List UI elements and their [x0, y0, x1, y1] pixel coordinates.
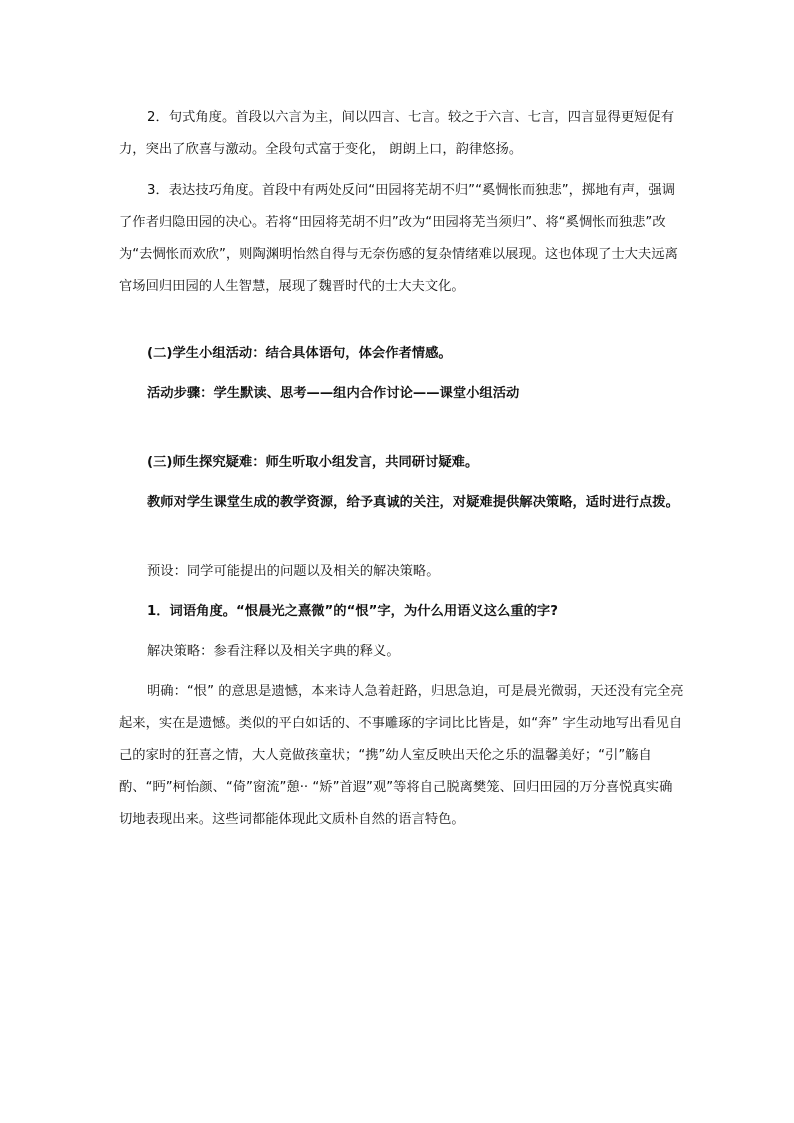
spacer [119, 588, 685, 596]
spacer [119, 410, 685, 447]
paragraph-preset: 预设：同学可能提出的问题以及相关的解决策略。 [147, 564, 440, 579]
paragraph-word-angle-question: 1．词语角度。“恨晨光之熹微”的“恨”字，为什么用语义这么重的字? [147, 604, 558, 619]
spacer [119, 166, 685, 175]
paragraph-activity-steps: 活动步骤：学生默读、思考——组内合作讨论——课堂小组活动 [147, 386, 520, 401]
spacer [119, 668, 685, 676]
paragraph-expression-technique: 3．表达技巧角度。首段中有两处反问“田园将芜胡不归”“奚惆怅而独悲”，掷地有声，强调了作者归隐田园的决心。若将“田园将芜胡不归”改为“田园将芜当须归”、将“奚惆怅而独悲”改为“去惆怅而欢欣”，则陶渊明怡然自得与无奈伤感的复杂情绪难以展现。这也体现了士大夫远离官场回归田园的人生智慧，展现了魏晋时代的士大夫文化。 [119, 183, 678, 294]
document-body [119, 102, 685, 836]
paragraph-solution-strategy: 解决策略：参看注释以及相关字典的释义。 [147, 644, 400, 659]
spacer [119, 628, 685, 636]
section-heading-group-activity: (二)学生小组活动：结合具体语句，体会作者情感。 [147, 346, 452, 361]
paragraph-sentence-structure: 2．句式角度。首段以六言为主，间以四言、七言。较之于六言、七言，四言显得更短促有力，突出了欣喜与激动。全段句式富于变化， 朗朗上口，韵律悠扬。 [119, 110, 675, 157]
spacer [119, 519, 685, 556]
paragraph-teacher-guidance: 教师对学生课堂生成的教学资源，给予真诚的关注，对疑难提供解决策略，适时进行点拨。 [147, 495, 679, 510]
section-heading-explore-difficulties: (三)师生探究疑难：师生听取小组发言，共同研讨疑难。 [147, 455, 479, 470]
spacer [119, 370, 685, 378]
spacer [119, 479, 685, 487]
paragraph-clarification: 明确：“恨” 的意思是遗憾，本来诗人急着赶路，归思急迫，可是晨光微弱，天还没有完全亮起来，实在是遗憾。类似的平白如话的、不事雕琢的字词比比皆是，如“奔” 字生动地写出看见自己的家时的狂喜之情，大人竟做孩童状；“携”幼人室反映出天伦之乐的温馨美好；“引”觞自酌、“眄”柯怡颜、“倚”窗流”憩·· “矫”首遐”观”等将自己脱离樊笼、回归田园的万分喜悦真实确切地表现出来。这些词都能体现此文质朴自然的语言特色。 [119, 684, 684, 827]
spacer [119, 303, 685, 338]
